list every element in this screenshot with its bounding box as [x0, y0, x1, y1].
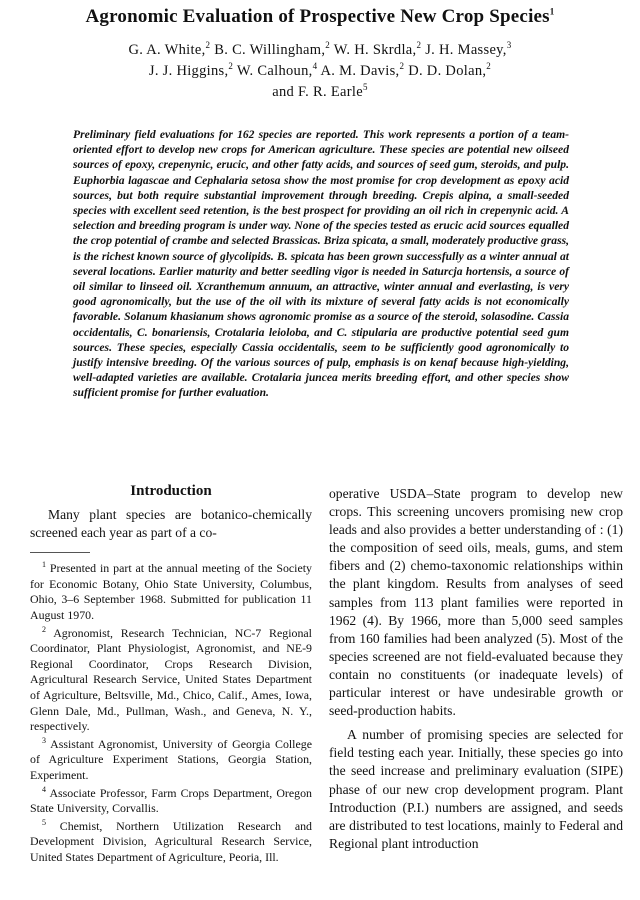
author-affiliation-mark: 2	[399, 61, 405, 72]
introduction-paragraph-continued: operative USDA–State program to develop new crops. This screening uncovers promising new crop leads and also provides a better understanding of : (1) the composition of seed oils, meals, gums, and stem fibers and (2) chemo-taxonomic relationships within the plant kingdom. Results from analyses of seed samples from 113 plant families were reported in 1962 (4). By 1966, more than 5,000 seed samples from 160 families had been analyzed (5). Most of the species screened are not field-evaluated because they contain no constituents (or inadequate levels) of particular interest or have undesirable growth or seed-production habits.	[329, 486, 623, 719]
footnote-text: Presented in part at the annual meeting of the Society for Economic Botany, Ohio State University, Columbus, Ohio, 3–6 September 1968. Submitted for publication 11 August 1970.	[30, 561, 312, 622]
introduction-paragraph-2: A number of promising species are selected for field testing each year. Initially, these species go into the seed increase and preliminary evaluation (SIPE) phase of our new crop development program. Plant Introduction (P.I.) numbers are assigned, and seeds are distributed to test locations, mainly to Federal and Regional plant introduction	[329, 727, 623, 851]
author-affiliation-mark: 2	[205, 40, 211, 51]
footnote-text: Chemist, Northern Utilization Research and Development Division, Agricultural Research Service, United States Department of Agriculture, Peoria, Ill.	[30, 818, 312, 864]
author-affiliation-mark: 4	[312, 61, 318, 72]
author: J. J. Higgins,	[148, 63, 229, 79]
author: G. A. White,	[128, 42, 206, 58]
footnote-number: 4	[42, 784, 46, 794]
author: J. H. Massey,	[425, 42, 507, 58]
paper-title-text: Agronomic Evaluation of Prospective New Crop Species	[85, 6, 550, 27]
footnote-2	[30, 626, 312, 735]
footnote-4	[30, 786, 312, 817]
author-list	[20, 40, 620, 103]
left-column	[30, 483, 312, 867]
footnote-number: 2	[42, 624, 46, 634]
footnote-text: Agronomist, Research Technician, NC-7 Regional Coordinator, Plant Physiologist, Agronomist, and NE-9 Regional Coordinator, Crops Research Division, Agricultural Research Service, United States Department of Agriculture, Beltsville, Md., Chico, Calif., Ames, Iowa, Glenn Dale, Md., Pullman, Wash., and Geneva, N. Y., respectively.	[30, 625, 312, 734]
author: W. Calhoun,	[236, 63, 313, 79]
title-footnote-mark: 1	[549, 6, 555, 17]
footnotes	[30, 561, 312, 865]
footnote-5	[30, 819, 312, 866]
footnote-text: Associate Professor, Farm Crops Department, Oregon State University, Corvallis.	[30, 785, 312, 816]
author: W. H. Skrdla,	[333, 42, 417, 58]
author: and F. R. Earle	[272, 84, 363, 100]
author-line-3	[20, 82, 620, 103]
right-column	[329, 485, 623, 853]
author-affiliation-mark: 2	[228, 61, 234, 72]
footnote-divider	[30, 552, 90, 553]
author: A. M. Davis,	[320, 63, 400, 79]
section-heading-introduction: Introduction	[130, 483, 212, 499]
author-line-2	[20, 61, 620, 82]
footnote-text: Assistant Agronomist, University of Georgia College of Agriculture Experiment Stations, Georgia Station, Experiment.	[30, 736, 312, 782]
footnote-number: 3	[42, 735, 46, 745]
footnote-number: 5	[42, 817, 46, 827]
author-affiliation-mark: 5	[362, 82, 368, 93]
author-affiliation-mark: 2	[416, 40, 422, 51]
paper-title	[0, 6, 640, 28]
introduction-paragraph-start: Many plant species are botanico-chemically screened each year as part of a co-	[30, 507, 312, 541]
footnote-number: 1	[42, 560, 46, 570]
author-affiliation-mark: 3	[506, 40, 512, 51]
author-affiliation-mark: 2	[486, 61, 492, 72]
author: D. D. Dolan,	[408, 63, 487, 79]
footnote-3	[30, 737, 312, 784]
abstract: Preliminary field evaluations for 162 species are reported. This work represents a portion of a team-oriented effort to develop new crops for American agriculture. These species are potential new oilseed sources of epoxy, crepenynic, erucic, and other fatty acids, and sources of seed gum, steroids, and pulp. Euphorbia lagascae and Cephalaria setosa show the most promise for crop development as epoxy acid sources, but both require substantial improvement through breeding. Crepis alpina, a small-seeded species with excellent seed retention, is the best prospect for providing an oil rich in crepenynic acid. A selection and breeding program is under way. None of the species tested as erucic acid sources equalled the crop potential of crambe and selected Brassicas. Briza spicata, a small, moderately productive grass, is the richest known source of glycolipids. B. spicata has been grown successfully as a winter annual at several locations. Earlier maturity and better seedling vigor is needed in Saturcja hortensis, a source of oil similar to linseed oil. Xcranthemum annuum, an attractive, winter annual and everlasting, is very good agronomically, but the use of the oil with its mixture of several fatty acids is not economically favorable. Solanum khasianum shows agronomic promise as a source of the steroid, solasodine. Cassia occidentalis, C. bonariensis, Crotalaria leioloba, and C. stipularia are productive potential seed gum sources. These species, especially Cassia occidentalis, seem to be sufficiently good agronomically to justify intensive breeding. Of the various sources of pulp, emphasis is on kenaf because high-yielding, well-adapted varieties are available. Crotalaria juncea merits breeding effort, and other species show sufficient promise for further evaluation.	[73, 128, 569, 400]
author: B. C. Willingham,	[214, 42, 326, 58]
footnote-1	[30, 561, 312, 623]
author-line-1	[20, 40, 620, 61]
author-affiliation-mark: 2	[325, 40, 331, 51]
